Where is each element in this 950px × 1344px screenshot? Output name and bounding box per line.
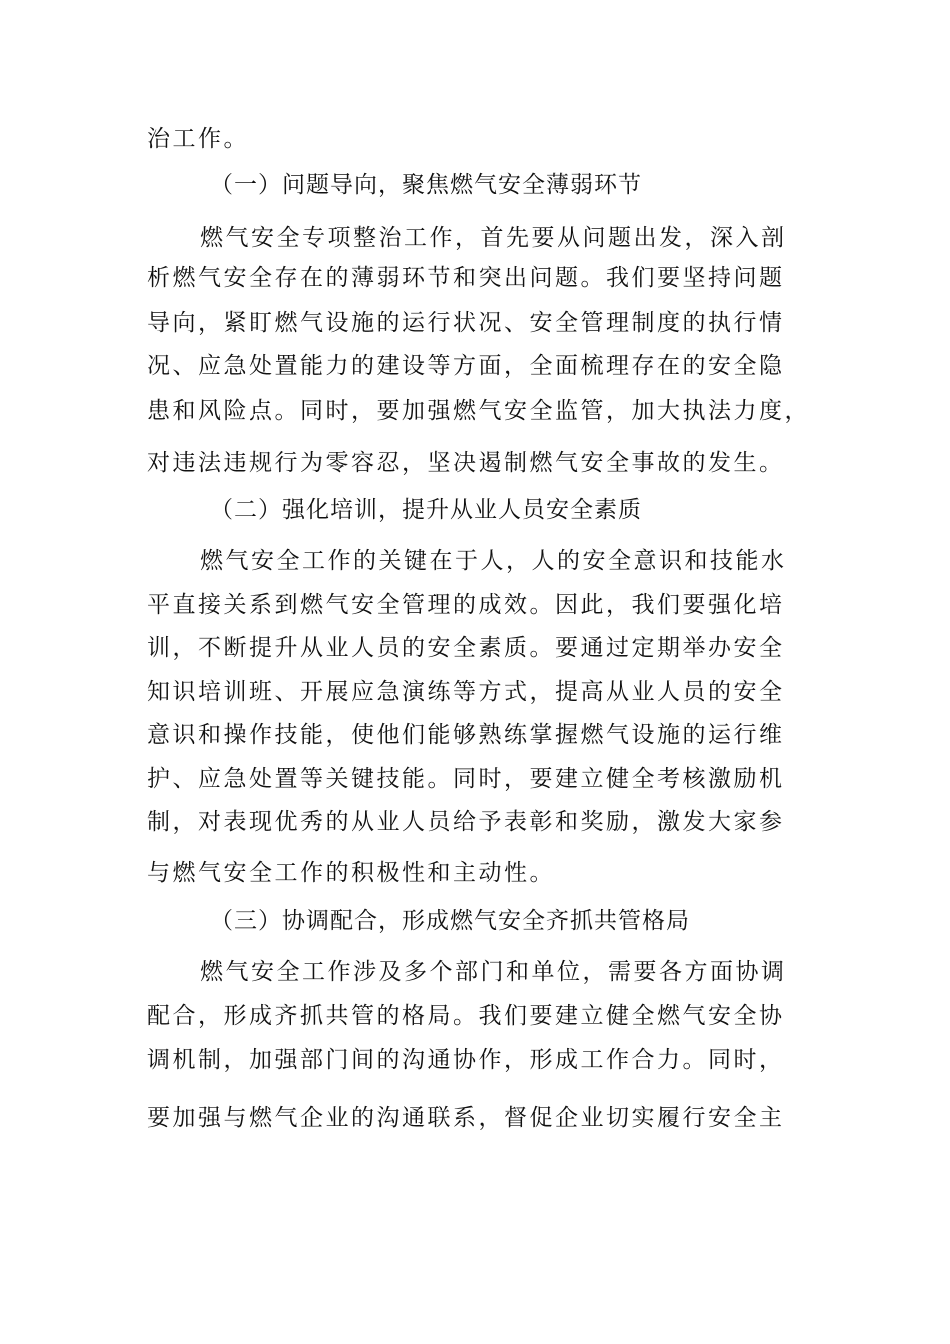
paragraph-line: 患和风险点。同时，要加强燃气安全监管，加大执法力度， [147,398,810,424]
section-heading: （一）问题导向，聚焦燃气安全薄弱环节 [210,172,642,198]
paragraph-line: 况、应急处置能力的建设等方面，全面梳理存在的安全隐 [147,353,785,379]
paragraph-line: 燃气安全工作涉及多个部门和单位，需要各方面协调 [200,959,787,985]
paragraph-line: 对违法违规行为零容忍，坚决遏制燃气安全事故的发生。 [147,450,785,476]
paragraph-line: 平直接关系到燃气安全管理的成效。因此，我们要强化培 [147,592,785,618]
section-heading: （二）强化培训，提升从业人员安全素质 [210,497,642,523]
paragraph-line: 调机制，加强部门间的沟通协作，形成工作合力。同时， [147,1047,785,1073]
paragraph-line: 燃气安全工作的关键在于人，人的安全意识和技能水 [200,548,787,574]
section-heading: （三）协调配合，形成燃气安全齐抓共管格局 [210,908,690,934]
paragraph-line: 与燃气安全工作的积极性和主动性。 [147,860,555,886]
paragraph-line: 导向，紧盯燃气设施的运行状况、安全管理制度的执行情 [147,310,785,336]
paragraph-line: 析燃气安全存在的薄弱环节和突出问题。我们要坚持问题 [147,265,785,291]
text-line: 治工作。 [147,126,249,152]
paragraph-line: 制，对表现优秀的从业人员给予表彰和奖励，激发大家参 [147,809,785,835]
paragraph-line: 意识和操作技能，使他们能够熟练掌握燃气设施的运行维 [147,722,785,748]
paragraph-line: 训，不断提升从业人员的安全素质。要通过定期举办安全 [147,635,785,661]
paragraph-line: 护、应急处置等关键技能。同时，要建立健全考核激励机 [147,766,785,792]
paragraph-line: 燃气安全专项整治工作，首先要从问题出发，深入剖 [200,225,787,251]
paragraph-line: 配合，形成齐抓共管的格局。我们要建立健全燃气安全协 [147,1003,785,1029]
paragraph-line: 要加强与燃气企业的沟通联系，督促企业切实履行安全主 [147,1105,785,1131]
paragraph-line: 知识培训班、开展应急演练等方式，提高从业人员的安全 [147,679,785,705]
